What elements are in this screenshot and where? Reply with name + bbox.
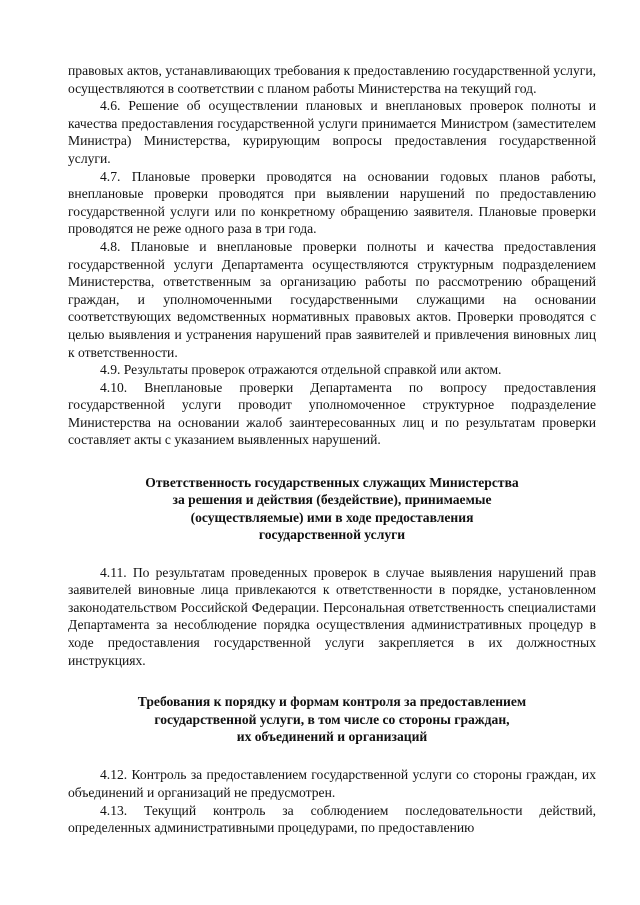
spacer	[68, 745, 596, 766]
paragraph-4-6: 4.6. Решение об осуществлении плановых и внеплановых проверок полноты и качества предоставления государственной услуги принимается Министром (заместителем Министра) Министерства, курирующим вопросы предоставления государственной услуги.	[68, 98, 596, 166]
paragraph-4-8: 4.8. Плановые и внеплановые проверки полноты и качества предоставления государственной услуги Департамента осуществляются структурным подразделением Министерства, ответственным за организацию работы по рассмотрению обращений граждан, и уполномоченными государственными служащими на основании соответствующих ведомственных нормативных правовых актов. Проверки проводятся с целью выявления и устранения нарушений прав заявителей и привлечения виновных лиц к ответственности.	[68, 238, 596, 360]
heading-line: государственной услуги, в том числе со стороны граждан,	[154, 711, 510, 727]
heading-line: государственной услуги	[258, 527, 406, 543]
spacer	[68, 669, 596, 693]
paragraph-4-7: 4.7. Плановые проверки проводятся на основании годовых планов работы, внеплановые проверки проводятся при выявлении нарушений по предоставлению государственной услуги или по конкретному обращению заявителя. Плановые проверки проводятся не реже одного раза в три года.	[68, 168, 596, 237]
paragraph-4-9: 4.9. Результаты проверок отражаются отдельной справкой или актом.	[100, 362, 502, 378]
heading-line: Ответственность государственных служащих Министерства	[145, 475, 519, 491]
intro-paragraph: правовых актов, устанавливающих требования к предоставлению государственной услуги, осуществляются в соответствии с планом работы Министерства на текущий год.	[68, 63, 596, 96]
heading-line: за решения и действия (бездействие), принимаемые	[172, 492, 492, 508]
paragraph-4-13: 4.13. Текущий контроль за соблюдением последовательности действий, определенных административными процедурами, по предоставлению	[68, 802, 596, 836]
paragraph-4-12: 4.12. Контроль за предоставлением государственной услуги со стороны граждан, их объединений и организаций не предусмотрен.	[68, 767, 596, 801]
heading-line: Требования к порядку и формам контроля за предоставлением	[137, 694, 527, 710]
section-heading-control-requirements	[68, 693, 596, 745]
paragraph-4-11: 4.11. По результатам проведенных проверок в случае выявления нарушений прав заявителей виновные лица привлекаются к ответственности в порядке, установленном законодательством Российской Федерации. Персональная ответственность специалистами Департамента за несоблюдение порядка осуществления административных процедур в ходе предоставления государственной услуги закрепляется в их должностных инструкциях.	[68, 564, 596, 668]
spacer	[68, 449, 596, 474]
paragraph-4-10: 4.10. Внеплановые проверки Департамента по вопросу предоставления государственной услуги проводит уполномоченное структурное подразделение Министерства на основании жалоб заинтересованных лиц и по результатам проверки составляет акты с указанием выявленных нарушений.	[68, 379, 596, 448]
heading-line: (осуществляемые) ими в ходе предоставления	[190, 509, 474, 525]
spacer	[68, 544, 596, 564]
section-heading-responsibility	[68, 474, 596, 544]
heading-line: их объединений и организаций	[236, 729, 428, 745]
